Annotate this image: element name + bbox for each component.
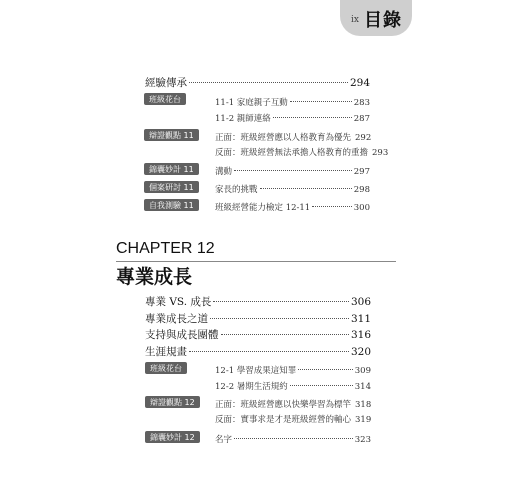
toc-subentry[interactable] (215, 131, 370, 143)
toc-entry-page: 320 (350, 346, 371, 358)
toc-subentry[interactable] (215, 380, 371, 392)
page-number-roman: ix (351, 15, 359, 25)
dot-leader (189, 82, 348, 83)
toc-entry[interactable] (145, 311, 371, 326)
dot-leader (290, 101, 352, 102)
toc-subentry-label: 正面：班級經營應以人格教育為優先 (215, 133, 352, 143)
dot-leader (290, 385, 353, 386)
section-badge: 個案研討 11 (144, 181, 199, 193)
toc-entry[interactable] (145, 294, 371, 309)
dot-leader (213, 301, 349, 302)
toc-subentry-page: 319 (355, 415, 372, 425)
toc-subentry-page: 287 (353, 114, 370, 124)
toc-subentry[interactable] (215, 96, 370, 108)
dot-leader (210, 318, 349, 319)
dot-leader (189, 351, 349, 352)
dot-leader (234, 438, 353, 439)
toc-subentry-page: 318 (355, 400, 372, 410)
toc-subentry[interactable] (215, 364, 371, 376)
toc-entry-page: 306 (350, 296, 371, 308)
section-badge: 錦囊妙計 12 (145, 431, 200, 443)
section-badge: 辯證觀點 12 (145, 396, 200, 408)
toc-subentry-page: 309 (354, 366, 371, 376)
toc-subentry[interactable] (215, 201, 370, 213)
toc-subentry[interactable] (215, 398, 371, 410)
chapter-tab (340, 0, 412, 36)
section-badge: 錦囊妙計 11 (144, 163, 199, 175)
toc-subentry-page: 298 (353, 185, 370, 195)
toc-subentry-label: 11-1 家庭親子互動 (215, 98, 288, 108)
dot-leader (234, 170, 352, 171)
section-badge: 班級花台 (145, 362, 187, 374)
toc-entry-label: 生涯規畫 (145, 346, 187, 358)
toc-subentry-page: 292 (355, 133, 372, 143)
toc-subentry[interactable] (215, 183, 370, 195)
toc-subentry[interactable] (215, 413, 371, 425)
toc-entry-label: 專業 VS. 成長 (145, 296, 212, 308)
toc-subentry-label: 12-1 學習成果這知罪 (215, 366, 297, 376)
dot-leader (298, 369, 352, 370)
toc-subentry-page: 314 (354, 382, 371, 392)
dot-leader (221, 334, 349, 335)
toc-subentry[interactable] (215, 112, 370, 124)
toc-subentry-label: 反面：班級經營無法承擔人格教育的重擔 (215, 148, 369, 158)
toc-entry-label: 經驗傳承 (145, 77, 187, 89)
toc-subentry[interactable] (215, 433, 371, 445)
toc-subentry-label: 11-2 親師連絡 (215, 114, 271, 124)
toc-subentry-label: 反面：實事求是才是班級經營的軸心 (215, 415, 352, 425)
toc-subentry-page: 297 (353, 167, 370, 177)
chapter-title: 專業成長 (116, 266, 193, 288)
toc-entry-label: 專業成長之道 (145, 313, 208, 325)
toc-subentry[interactable] (215, 165, 370, 177)
section-badge: 班級花台 (144, 93, 186, 105)
toc-subentry-page: 300 (353, 203, 370, 213)
chapter-label: CHAPTER 12 (116, 240, 215, 257)
section-badge: 辯證觀點 11 (144, 129, 199, 141)
toc-entry-page: 316 (350, 329, 371, 341)
toc-entry-label: 支持與成長團體 (145, 329, 219, 341)
toc-subentry[interactable] (215, 146, 389, 158)
toc-subentry-page: 283 (353, 98, 370, 108)
toc-entry-page: 294 (349, 77, 370, 89)
toc-subentry-label: 溝動 (215, 167, 233, 177)
toc-subentry-label: 正面：班級經營應以快樂學習為標竿 (215, 400, 352, 410)
toc-subentry-page: 293 (372, 148, 389, 158)
dot-leader (273, 117, 352, 118)
toc-subentry-label: 班級經營能力檢定 12-11 (215, 203, 311, 213)
page-title: 目錄 (364, 10, 402, 31)
toc-entry[interactable] (145, 327, 371, 342)
dot-leader (312, 206, 352, 207)
toc-subentry-label: 12-2 暑期生活規約 (215, 382, 288, 392)
toc-entry-page: 311 (350, 313, 371, 325)
section-badge: 自我測驗 11 (144, 199, 199, 211)
toc-subentry-label: 家長的挑戰 (215, 185, 258, 195)
toc-subentry-page: 323 (354, 435, 371, 445)
toc-entry[interactable] (145, 75, 370, 90)
toc-subentry-label: 名字 (215, 435, 233, 445)
toc-entry[interactable] (145, 344, 371, 359)
dot-leader (260, 188, 352, 189)
